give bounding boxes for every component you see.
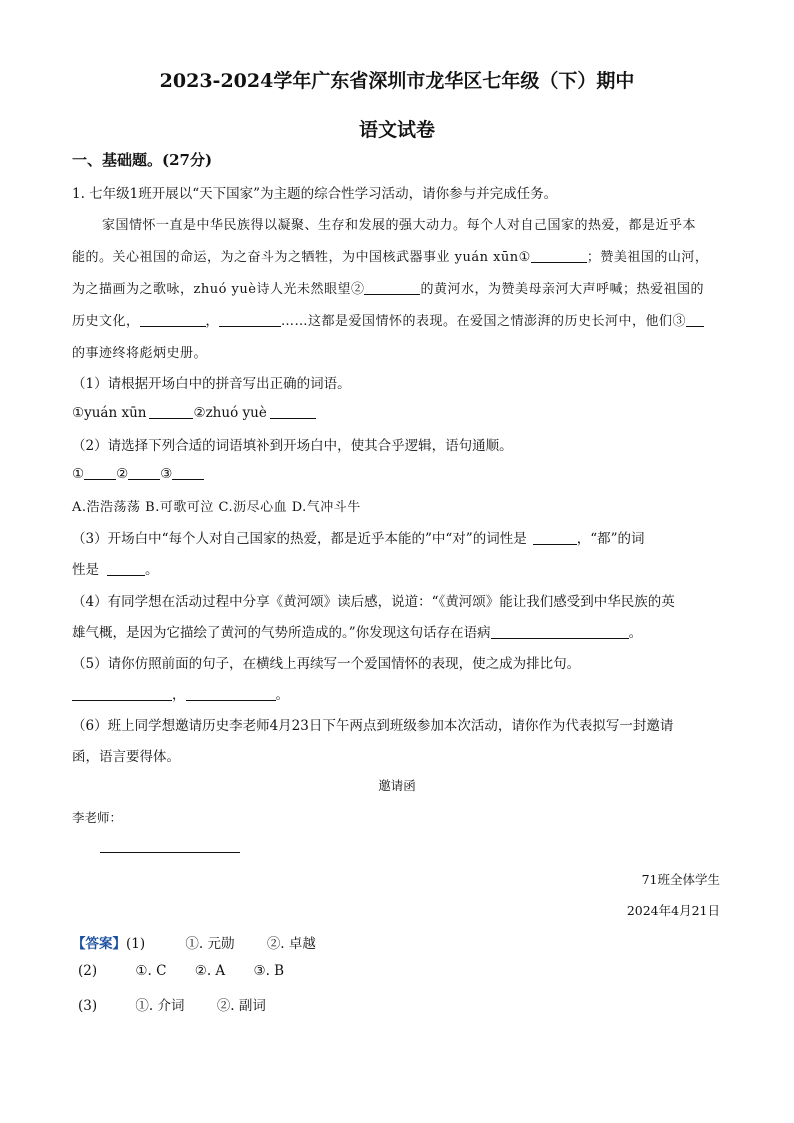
answer-row [78, 994, 266, 1014]
blank-label: ① [72, 466, 85, 482]
question-1-3 [72, 527, 645, 547]
question-1-2: （2）请选择下列合适的词语填补到开场白中，使其合乎逻辑，语句通顺。 [72, 438, 513, 454]
passage-line: 家国情怀一直是中华民族得以凝聚、生存和发展的强大动力。每个人对自己国家的热爱，都是近乎本 [102, 218, 697, 233]
passage-line [72, 278, 704, 297]
question-text: 。 [628, 625, 643, 641]
answer-row [72, 932, 316, 952]
passage-line [72, 246, 708, 265]
question-1-6: （6）班上同学想邀请历史李老师4月23日下午两点到班级参加本次活动，请你作为代表拟写一封邀请 [72, 718, 674, 734]
question-1-intro: 1. 七年级1班开展以“天下国家”为主题的综合性学习活动，请你参与并完成任务。 [72, 186, 558, 202]
section-heading: 一、基础题。(27分) [72, 151, 213, 169]
blank-label: ③ [160, 466, 173, 482]
answer-blank[interactable] [84, 465, 116, 480]
answer-item: ③. B [253, 963, 285, 979]
question-1-1: （1）请根据开场白中的拼音写出正确的词语。 [72, 376, 351, 392]
answer-blank[interactable] [186, 686, 276, 701]
answer-item: ②. 卓越 [266, 936, 316, 952]
blank-line[interactable] [140, 312, 206, 327]
passage-text: 为之描画为之歌咏，zhuó yuè诗人光未然眼望② [72, 282, 365, 297]
answer-item: ②. A [194, 963, 226, 979]
punctuation: ， [172, 687, 186, 703]
blank-label: ②zhuó yuè [193, 405, 267, 421]
answer-blank[interactable] [270, 404, 316, 419]
letter-body-line[interactable] [100, 852, 240, 853]
answer-item: ①. C [135, 963, 167, 979]
blank-line[interactable] [531, 248, 587, 263]
answer-blank[interactable] [533, 530, 577, 545]
answer-blank[interactable] [107, 561, 145, 576]
passage-text: 能的。关心祖国的命运，为之奋斗为之牺牲，为中国核武器事业 yuán xūn① [72, 250, 531, 265]
passage-text: 历史文化， [72, 314, 140, 329]
answer-blank[interactable] [72, 686, 172, 701]
answer-blank[interactable] [149, 404, 193, 419]
question-text: ，“都”的词 [576, 531, 645, 547]
blank-line[interactable] [364, 280, 420, 295]
question-1-5-blanks [72, 683, 289, 703]
page-subtitle: 语文试卷 [358, 119, 435, 141]
passage-line: 的事迹终将彪炳史册。 [72, 346, 208, 361]
answer-row [78, 963, 284, 979]
question-1-2-blanks [72, 465, 204, 482]
question-1-4-cont [72, 621, 642, 641]
blank-label: ② [116, 466, 129, 482]
question-1-2-options: A.浩浩荡荡 B.可歌可泣 C.沥尽心血 D.气冲斗牛 [72, 500, 361, 515]
passage-text: ……这都是爱国情怀的表现。在爱国之情澎湃的历史长河中，他们③ [281, 314, 687, 329]
passage-text: ；赞美祖国的山河， [586, 250, 709, 265]
answer-blank[interactable] [172, 465, 204, 480]
question-1-1-blanks [72, 404, 316, 421]
answer-number: (3) [78, 998, 98, 1014]
question-1-3-cont [72, 558, 159, 578]
letter-signature: 71班全体学生 [641, 872, 720, 887]
punctuation: 。 [275, 687, 289, 703]
answer-blank[interactable] [491, 624, 629, 639]
question-text: 雄气概，是因为它描绘了黄河的气势所造成的。”你发现这句话存在语病 [72, 625, 491, 641]
answer-item: ①. 元勋 [185, 936, 235, 952]
question-1-6-cont: 函，语言要得体。 [72, 749, 180, 765]
page-title: 2023-2024学年广东省深圳市龙华区七年级（下）期中 [159, 70, 635, 92]
question-1-5: （5）请你仿照前面的句子，在横线上再续写一个爱国情怀的表现，使之成为排比句。 [72, 656, 581, 672]
blank-line[interactable] [219, 312, 281, 327]
passage-text: ， [205, 314, 220, 329]
passage-line [72, 310, 704, 329]
question-text: （3）开场白中“每个人对自己国家的热爱，都是近乎本能的”中“对”的词性是 [72, 531, 527, 547]
question-1-4: （4）有同学想在活动过程中分享《黄河颂》读后感，说道：“《黄河颂》能让我们感受到中华民族的英 [72, 594, 675, 610]
blank-line[interactable] [686, 312, 704, 327]
blank-label: ①yuán xūn [72, 405, 147, 421]
letter-salutation: 李老师： [72, 810, 123, 825]
letter-heading: 邀请函 [378, 778, 416, 793]
answer-number: (1) [126, 936, 146, 952]
answer-tag: 【答案】 [72, 936, 126, 952]
answer-item: ①. 介词 [135, 998, 185, 1014]
answer-number: (2) [78, 963, 98, 979]
question-text: 。 [145, 562, 159, 578]
passage-text: 的黄河水，为赞美母亲河大声呼喊；热爱祖国的 [420, 282, 704, 297]
letter-date: 2024年4月21日 [626, 903, 720, 918]
answer-blank[interactable] [128, 465, 160, 480]
question-text: 性是 [72, 562, 99, 578]
answer-item: ②. 副词 [216, 998, 266, 1014]
